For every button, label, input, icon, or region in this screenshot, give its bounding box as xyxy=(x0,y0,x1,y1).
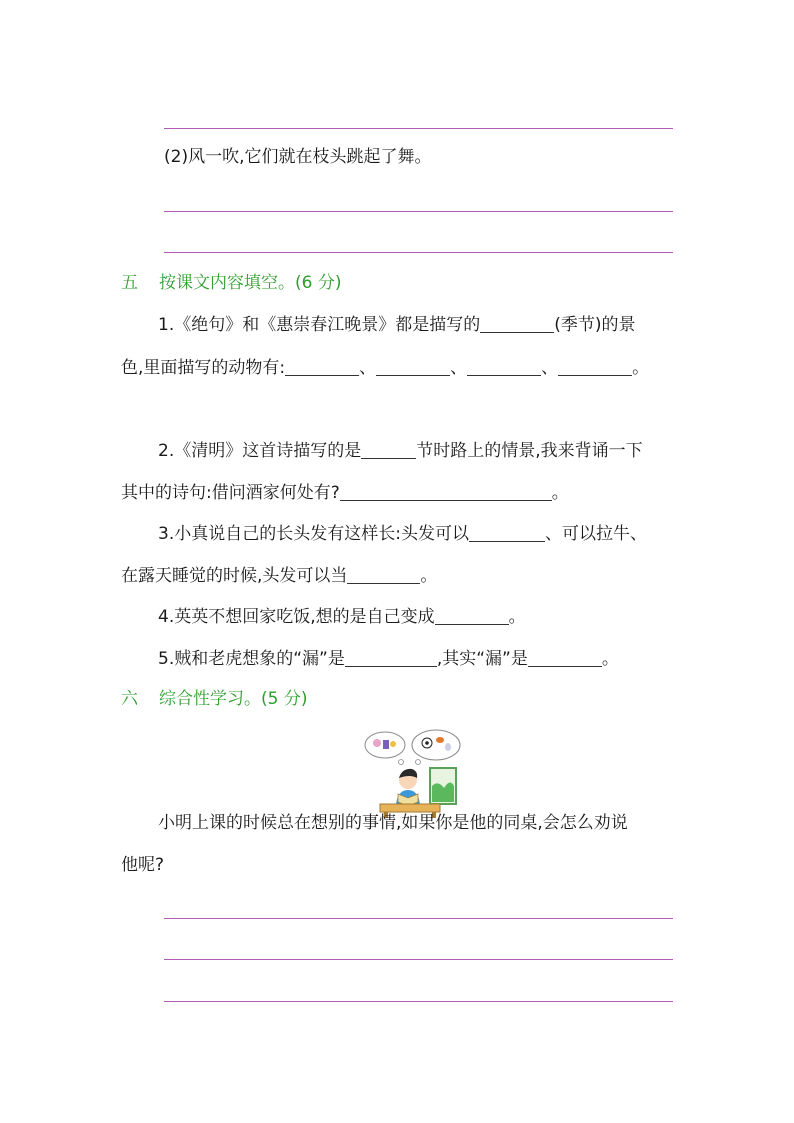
question-text: 2.《清明》这首诗描写的是 xyxy=(158,441,362,461)
fill-blank[interactable] xyxy=(469,523,545,542)
separator: 、 xyxy=(359,358,377,378)
fill-question-3-line1 xyxy=(158,523,647,545)
daydreaming-student-illustration xyxy=(360,728,462,818)
question-text: 节时路上的情景,我来背诵一下 xyxy=(416,441,643,461)
separator: 。 xyxy=(420,566,438,586)
fill-blank[interactable] xyxy=(361,440,416,459)
question-text: (2)风一吹,它们就在枝头跳起了舞。 xyxy=(164,147,432,167)
question-text: 4.英英不想回家吃饭,想的是自己变成 xyxy=(158,607,435,627)
fill-question-2-line1 xyxy=(158,440,643,462)
separator: 、 xyxy=(450,358,468,378)
fill-blank[interactable] xyxy=(345,648,437,667)
section-heading xyxy=(121,688,307,710)
fill-blank[interactable] xyxy=(480,314,554,333)
section-number: 六 xyxy=(121,689,138,709)
fill-question-2-line2 xyxy=(121,482,569,504)
section-number: 五 xyxy=(121,273,138,293)
question-text: (季节)的景 xyxy=(554,315,636,335)
question-text: 1.《绝句》和《惠崇春江晚景》都是描写的 xyxy=(158,315,481,335)
answer-line[interactable] xyxy=(164,1001,673,1002)
fill-blank[interactable] xyxy=(528,648,602,667)
fill-blank[interactable] xyxy=(467,357,541,376)
answer-line[interactable] xyxy=(164,211,673,212)
fill-question-4 xyxy=(158,606,526,628)
question-text: 3.小真说自己的长头发有这样长:头发可以 xyxy=(158,524,469,544)
question-text: 色,里面描写的动物有: xyxy=(121,358,286,378)
prompt-text: 他呢? xyxy=(121,855,165,875)
section-heading xyxy=(121,272,341,294)
answer-line[interactable] xyxy=(164,959,673,960)
section-title: 综合性学习。(5 分) xyxy=(159,689,308,709)
separator: 。 xyxy=(551,483,569,503)
separator: 。 xyxy=(508,607,526,627)
prompt-text: 小明上课的时候总在想别的事情,如果你是他的同桌,会怎么劝说 xyxy=(158,813,628,833)
fill-question-5 xyxy=(158,648,619,670)
fill-blank[interactable] xyxy=(285,357,359,376)
fill-blank[interactable] xyxy=(376,357,450,376)
separator: 、 xyxy=(541,358,559,378)
answer-line[interactable] xyxy=(164,918,673,919)
fill-blank[interactable] xyxy=(558,357,632,376)
question-text: 在露天睡觉的时候,头发可以当 xyxy=(121,566,348,586)
question-text: 、可以拉牛、 xyxy=(544,524,647,544)
fill-blank[interactable] xyxy=(435,606,509,625)
fill-question-1-line2 xyxy=(121,357,649,379)
fill-question-3-line2 xyxy=(121,565,437,587)
answer-line[interactable] xyxy=(164,252,673,253)
separator: 。 xyxy=(601,649,619,669)
answer-line[interactable] xyxy=(164,128,673,129)
question-text: 5.贼和老虎想象的“漏”是 xyxy=(158,649,345,669)
fill-blank[interactable] xyxy=(340,482,552,501)
question-text: 其中的诗句:借问酒家何处有? xyxy=(121,483,340,503)
fill-blank[interactable] xyxy=(347,565,420,584)
question-text: ,其实“漏”是 xyxy=(436,649,528,669)
section-title: 按课文内容填空。(6 分) xyxy=(159,273,342,293)
fill-question-1-line1 xyxy=(158,314,636,336)
separator: 。 xyxy=(632,358,650,378)
